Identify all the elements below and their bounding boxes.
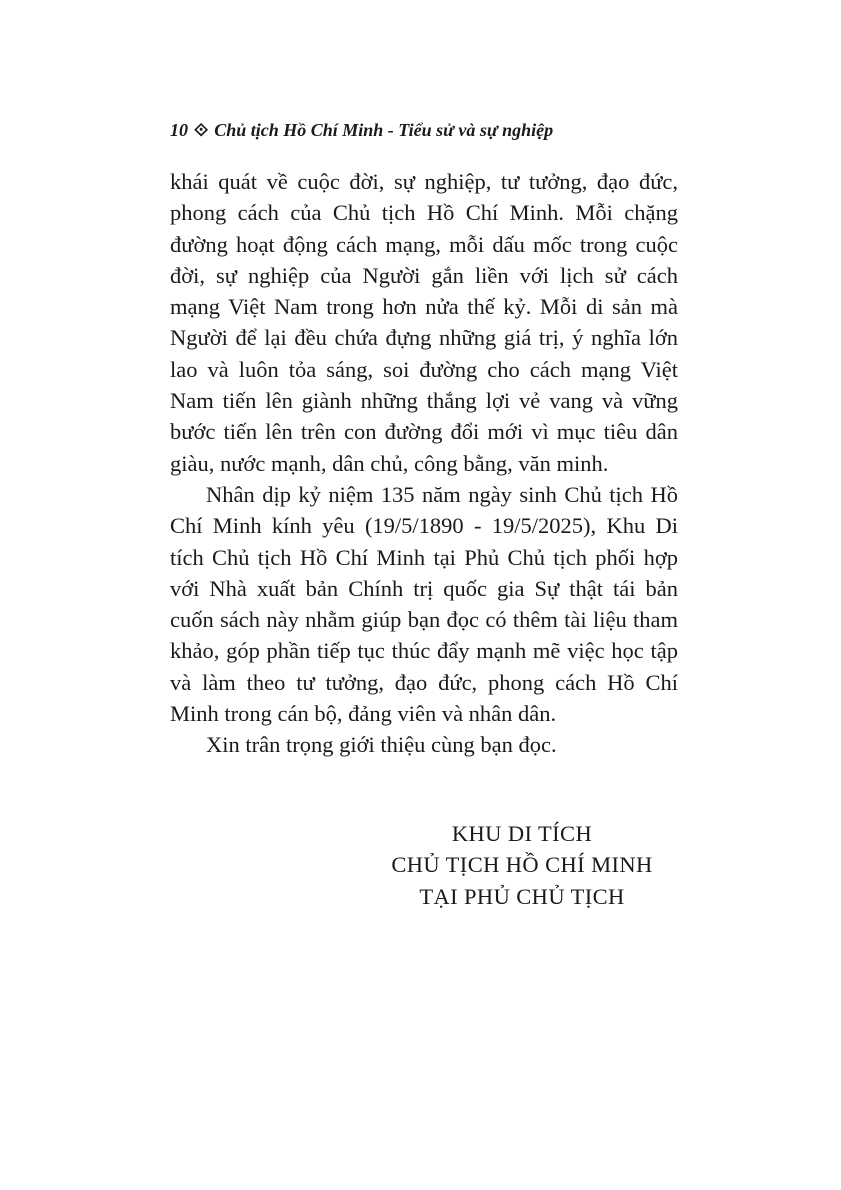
running-header xyxy=(170,118,690,142)
signature-line: CHỦ TỊCH HỒ CHÍ MINH xyxy=(391,852,653,878)
page-number: 10 xyxy=(170,120,188,140)
signature-block xyxy=(340,818,704,912)
signature-line: KHU DI TÍCH xyxy=(451,821,593,846)
paragraph-closing: Xin trân trọng giới thiệu cùng bạn đọc. xyxy=(206,732,557,758)
signature-line: TẠI PHỦ CHỦ TỊCH xyxy=(419,883,625,909)
running-title: Chủ tịch Hồ Chí Minh - Tiểu sử và sự nghiệp xyxy=(214,120,554,140)
paragraph-anniversary: Nhân dịp kỷ niệm 135 năm ngày sinh Chủ tịch Hồ Chí Minh kính yêu (19/5/1890 - 19/5/2025), Khu Di tích Chủ tịch Hồ Chí Minh tại Phủ Chủ tịch phối hợp với Nhà xuất bản Chính trị quốc gia Sự thật tái bản cuốn sách này nhằm giúp bạn đọc có thêm tài liệu tham khảo, góp phần tiếp tục thúc đẩy mạnh mẽ việc học tập và làm theo tư tưởng, đạo đức, phong cách Hồ Chí Minh trong cán bộ, đảng viên và nhân dân. xyxy=(170,481,678,727)
diamond-ornament-icon: ⟐ xyxy=(194,120,209,140)
body-text xyxy=(170,166,678,761)
paragraph-continued: khái quát về cuộc đời, sự nghiệp, tư tưởng, đạo đức, phong cách của Chủ tịch Hồ Chí Minh. Mỗi chặng đường hoạt động cách mạng, mỗi dấu mốc trong cuộc đời, sự nghiệp của Người gắn liền với lịch sử cách mạng Việt Nam trong hơn nửa thế kỷ. Mỗi di sản mà Người để lại đều chứa đựng những giá trị, ý nghĩa lớn lao và luôn tỏa sáng, soi đường cho cách mạng Việt Nam tiến lên giành những thắng lợi vẻ vang và vững bước tiến lên trên con đường đổi mới vì mục tiêu dân giàu, nước mạnh, dân chủ, công bằng, văn minh. xyxy=(170,169,678,476)
